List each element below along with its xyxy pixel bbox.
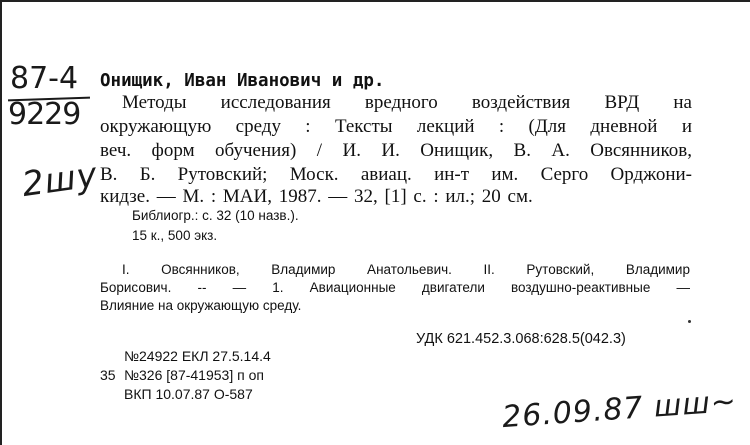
registry-line-1: №24922 ЕКЛ 27.5.14.4 xyxy=(124,348,271,364)
description-line-3: веч. форм обучения) / И. И. Онищик, В. А. Овсянников, xyxy=(100,140,692,161)
handwritten-note: 2шу xyxy=(19,154,101,206)
registry-line-2: №326 [87-41953] п оп xyxy=(124,367,264,383)
udc-classification: УДК 621.452.3.068:628.5(042.3) xyxy=(416,331,626,347)
description-line-4: В. Б. Рутовский; Моск. авиац. ин-т им. Серго Орджони- xyxy=(100,164,692,185)
author-heading: Онищик, Иван Иванович и др. xyxy=(100,71,385,91)
ink-speck xyxy=(688,320,691,323)
tracing-line-2: Борисович. -- — 1. Авиационные двигатели воздушно-реактивные — xyxy=(100,280,690,295)
tracing-line-1: I. Овсянников, Владимир Анатольевич. II. Рутовский, Владимир xyxy=(122,262,690,277)
handwritten-call-number-top: 87-4 xyxy=(10,61,79,96)
bibliography-note: Библиогр.: с. 32 (10 назв.). xyxy=(132,208,299,223)
circulation-note: 15 к., 500 экз. xyxy=(132,228,218,243)
registry-line-2-prefix: 35 xyxy=(100,367,116,383)
description-line-5: кидзе. — М. : МАИ, 1987. — 32, [1] с. : ил.; 20 см. xyxy=(100,186,533,207)
handwritten-call-number-bottom: 9229 xyxy=(8,97,81,132)
tracing-line-3: Влияние на окружающую среду. xyxy=(100,298,302,313)
description-line-2: окружающую среду : Тексты лекций : (Для дневной и xyxy=(100,116,692,137)
description-line-1: Методы исследования вредного воздействия ВРД на xyxy=(122,92,692,113)
registry-line-3: ВКП 10.07.87 О-587 xyxy=(124,386,253,402)
handwritten-date-note: 26.09.87 шш~ xyxy=(501,383,739,436)
